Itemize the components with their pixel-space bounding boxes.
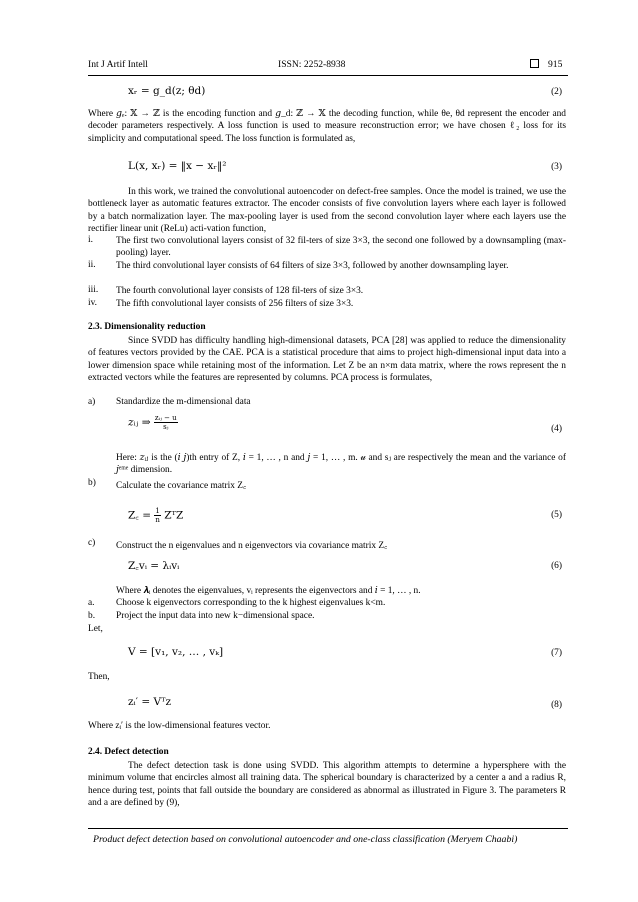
equation-7-number: (7) bbox=[551, 648, 562, 658]
equation-8: zᵢ′ = Vᵀz bbox=[128, 696, 172, 708]
equation-5-numerator: 1 bbox=[155, 507, 160, 515]
list-marker: a. bbox=[88, 598, 95, 608]
step-text: Construct the n eigenvalues and n eigenvectors via covariance matrix Z꜀ bbox=[116, 541, 388, 551]
then-text: Then, bbox=[88, 672, 110, 682]
let-text: Let, bbox=[88, 624, 103, 634]
equation-6-number: (6) bbox=[551, 561, 562, 571]
equation-2-number: (2) bbox=[551, 87, 562, 97]
equation-4-fraction bbox=[154, 414, 178, 431]
footer-rule bbox=[88, 828, 568, 829]
paragraph-defect-detection: The defect detection task is done using SVDD. This algorithm attempts to determine a hypersphere with the minimum volume that encircles almost all training data. The spherical boundary is characterized by a center a and a radius R, hence during test, points that fall outside the boundary are considered as abnormal as illustrated in Figure 3. The parameters R and a are defined by (9), bbox=[88, 761, 566, 808]
header-rule bbox=[88, 75, 568, 76]
list-item: Choose k eigenvectors corresponding to the k highest eigenvalues k<m. bbox=[116, 598, 386, 608]
section-heading-2-3: 2.3. Dimensionality reduction bbox=[88, 322, 206, 332]
footer-citation: Product defect detection based on convolutional autoencoder and one-class classification (Meryem Chaabi) bbox=[93, 834, 518, 845]
issn: ISSN: 2252-8938 bbox=[278, 59, 346, 70]
equation-5 bbox=[128, 507, 183, 524]
list-marker: ii. bbox=[88, 260, 96, 270]
equation-2: xᵣ = g_d(z; θd) bbox=[128, 85, 206, 97]
section-heading-2-4: 2.4. Defect detection bbox=[88, 747, 169, 757]
paragraph-training: In this work, we trained the convolutional autoencoder on defect-free samples. Once the model is trained, we use the bottleneck layer as automatic features extractor. The encoder consists of five convolution layers where each layer is followed by a batch normalization layer. The max-pooling layer is used from the second convolution layer where each layers use the rectifier linear unit (ReLu) acti-vation function, bbox=[88, 187, 566, 234]
step-text: Standardize the m-dimensional data bbox=[116, 397, 251, 407]
step-label: b) bbox=[88, 478, 96, 488]
equation-4-number: (4) bbox=[551, 424, 562, 434]
equation-5-denominator: n bbox=[155, 516, 160, 524]
list-item: The first two convolutional layers consist of 32 fil-ters of size 3×3, the second one followed by a downsampling (max-pooling) layer. bbox=[116, 236, 566, 259]
list-item: The fourth convolutional layer consists of 128 fil-ters of size 3×3. bbox=[116, 286, 364, 296]
list-item: Project the input data into new k−dimensional space. bbox=[116, 611, 315, 621]
paragraph-eigen: Where 𝝀ᵢ denotes the eigenvalues, vᵢ represents the eigenvectors and 𝑖 = 1, … , n. bbox=[116, 586, 421, 596]
equation-4-lhs: 𝑧ᵢⱼ ⇒ bbox=[128, 416, 151, 429]
step-label: a) bbox=[88, 397, 96, 407]
checkbox-icon bbox=[530, 59, 539, 70]
equation-3: L(x, xᵣ) = ‖x − xᵣ‖² bbox=[128, 160, 227, 172]
equation-4-denominator: sⱼ bbox=[163, 423, 169, 431]
paragraph-standardization-note: Here: 𝑧ᵢⱼ is the (𝑖 𝑗)th entry of Z, 𝑖 = 1, … , n and 𝑗 = 1, … , m. 𝓊 and sⱼ are respectively the mean and the variance of 𝑗ᵉᵐᵉ dimension. bbox=[116, 453, 566, 476]
equation-5-lhs: Z꜀ = bbox=[128, 509, 152, 522]
paragraph-low-dim: Where zᵢ′ is the low-dimensional features vector. bbox=[88, 721, 271, 731]
equation-5-fraction bbox=[154, 507, 160, 524]
journal-name: Int J Artif Intell bbox=[88, 59, 148, 70]
list-item: The fifth convolutional layer consists of 256 filters of size 3×3. bbox=[116, 299, 354, 309]
paragraph-encoder-decoder: Where 𝑔ₑ: 𝕏 → ℤ is the encoding function and 𝑔_d: ℤ → 𝕏 the decoding function, while θe, θd represent the encoder and decoder parameters respectively. A loss function is used to measure reconstruction error; we have chosen ℓ₂ loss for its simplicity and computational speed. The loss function is formulated as, bbox=[88, 109, 566, 144]
equation-5-number: (5) bbox=[551, 510, 562, 520]
equation-4 bbox=[128, 414, 178, 431]
step-label: c) bbox=[88, 538, 96, 548]
list-marker: b. bbox=[88, 611, 96, 621]
page-number: 915 bbox=[548, 59, 563, 70]
equation-6: Z꜀vᵢ = λᵢvᵢ bbox=[128, 560, 180, 572]
equation-5-rhs: ZᵀZ bbox=[164, 509, 184, 522]
list-marker: i. bbox=[88, 235, 93, 245]
step-text: Calculate the covariance matrix Z꜀ bbox=[116, 481, 247, 491]
paragraph-pca: Since SVDD has difficulty handling high-dimensional datasets, PCA [28] was applied to reduce the dimensionality of features vectors provided by the CAE. PCA is a statistical procedure that aims to project high-dimensional input data into a lower dimension space while retaining most of the information. Let Z be an n×m data matrix, where the rows represent the n extracted vectors while the features are represented by columns. PCA process is formulates, bbox=[88, 336, 566, 383]
equation-3-number: (3) bbox=[551, 162, 562, 172]
equation-8-number: (8) bbox=[551, 700, 562, 710]
equation-4-numerator: zᵢⱼ − u bbox=[154, 414, 177, 422]
list-marker: iii. bbox=[88, 285, 99, 295]
list-item: The third convolutional layer consists of 64 filters of size 3×3, followed by another downsampling layer. bbox=[116, 261, 509, 271]
equation-7: V = [v₁, v₂, … , vₖ] bbox=[128, 646, 224, 658]
list-marker: iv. bbox=[88, 298, 98, 308]
